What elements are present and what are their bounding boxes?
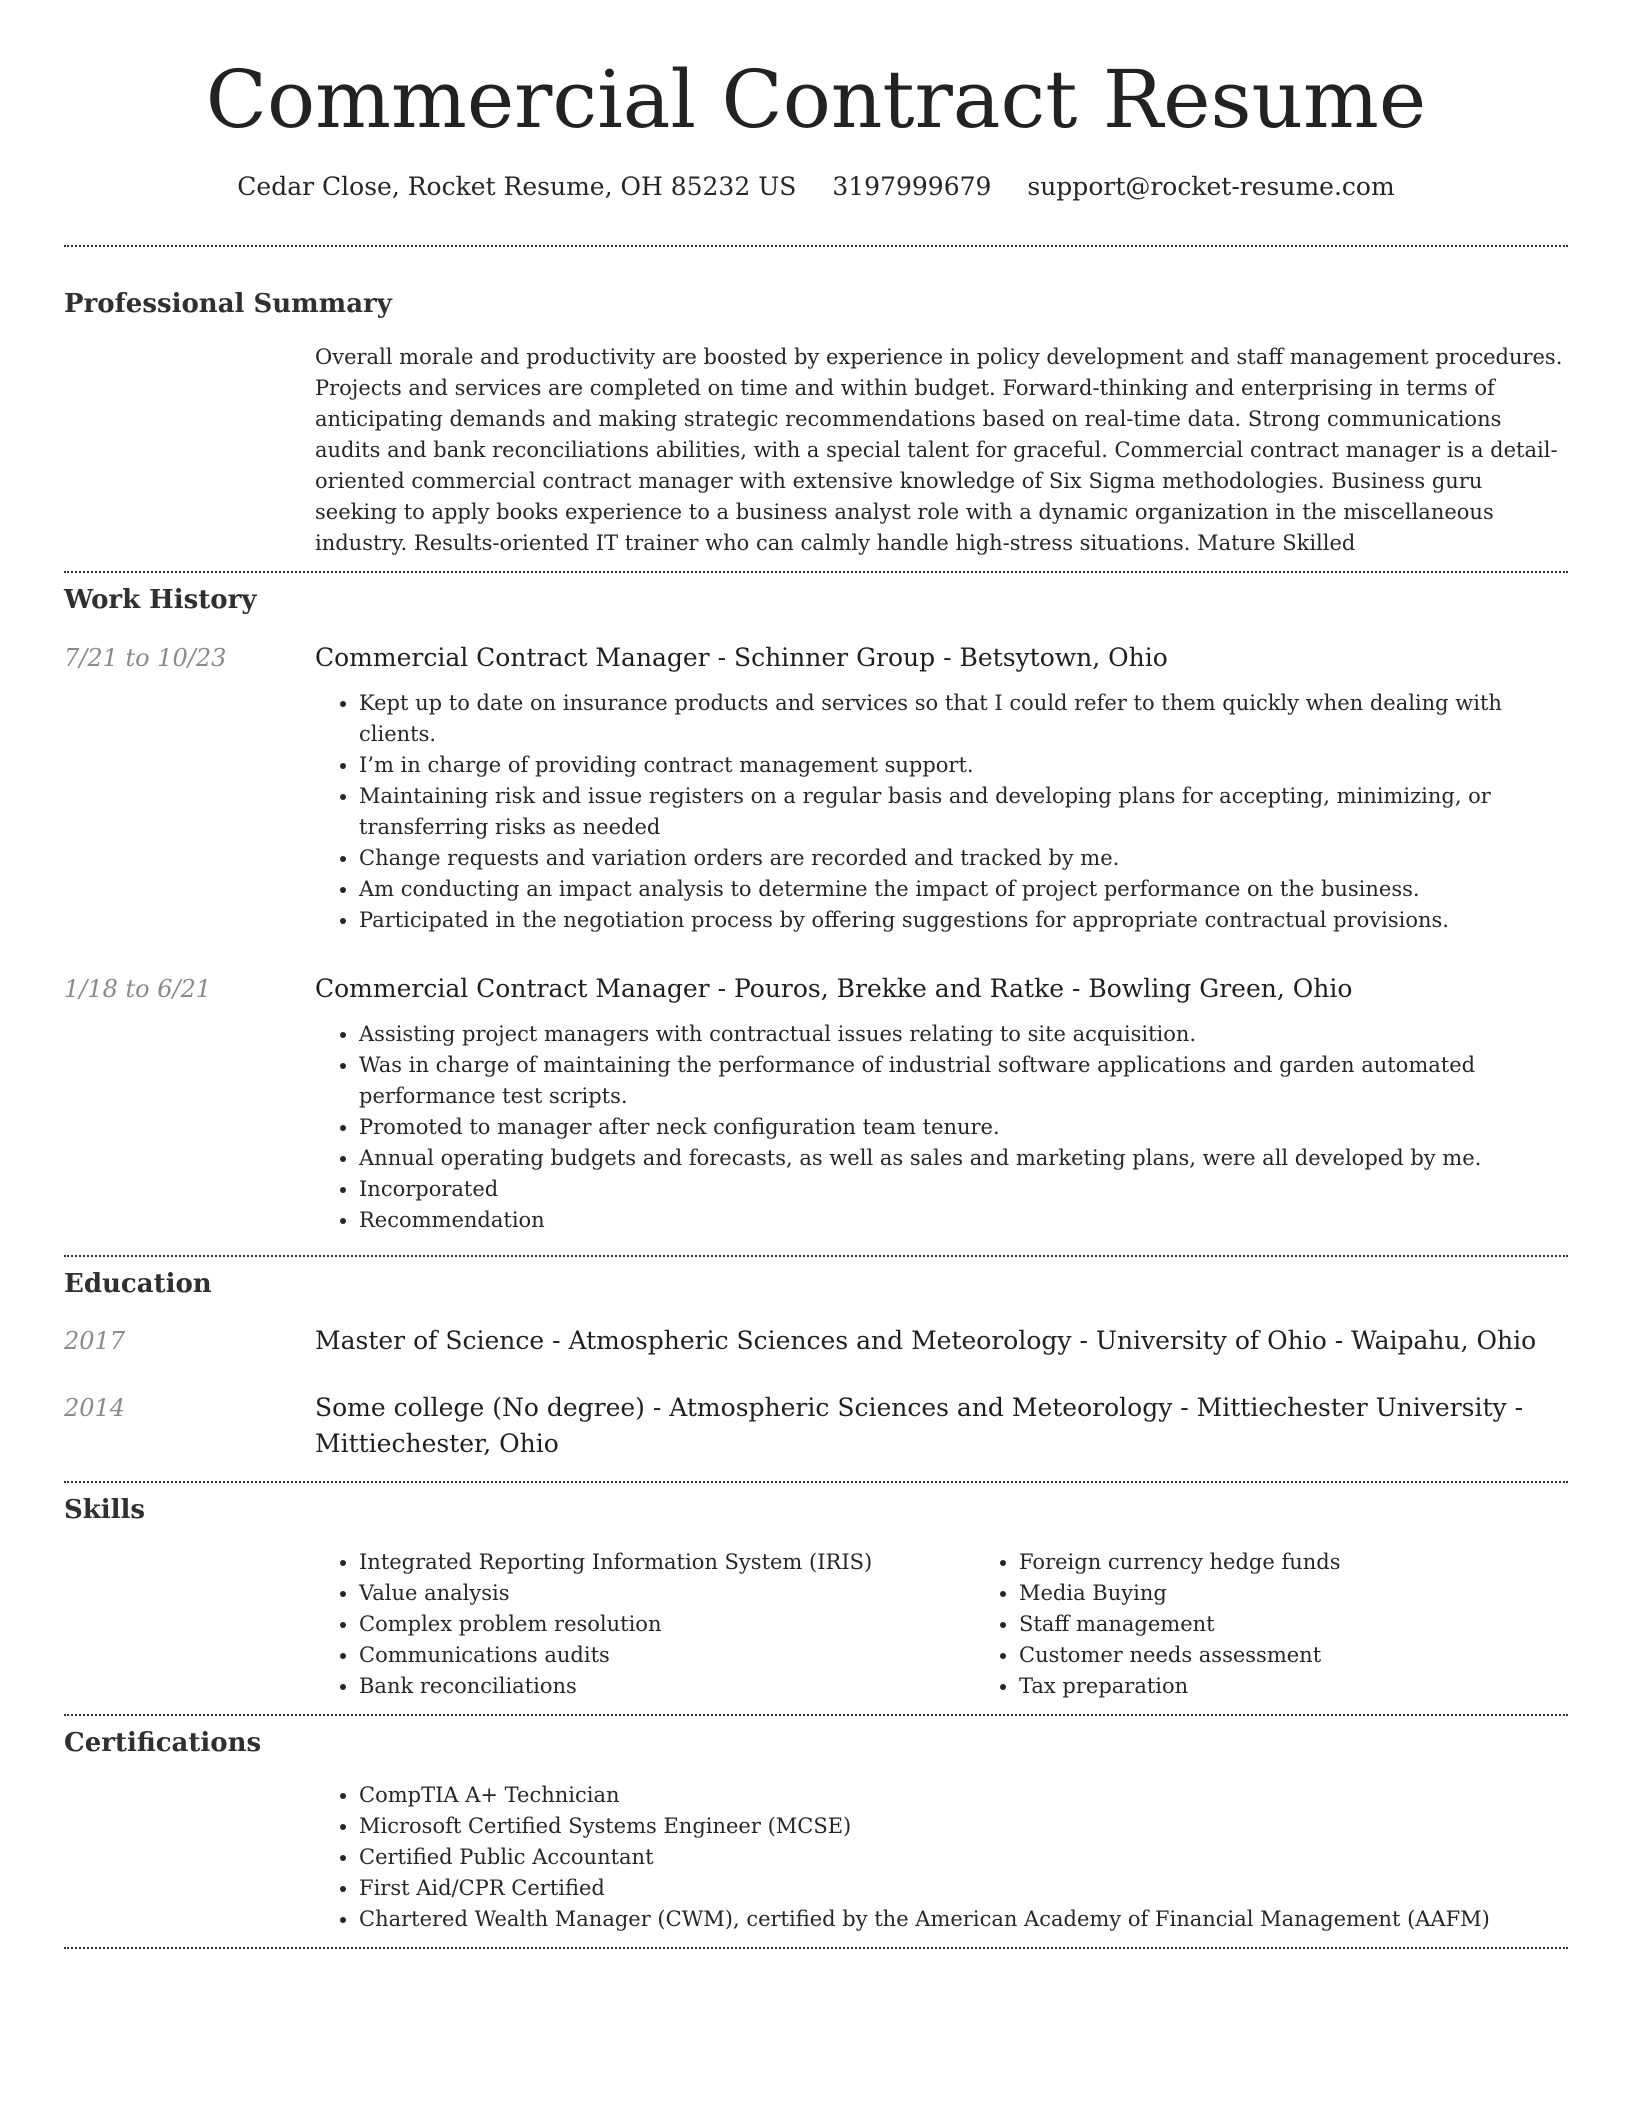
job-details (315, 971, 1568, 1236)
education-details (315, 1323, 1568, 1359)
contact-email: support@rocket-resume.com (1027, 172, 1395, 201)
skills-list-left (315, 1547, 975, 1702)
education-entry (64, 1323, 1568, 1359)
work-history-section (64, 583, 1568, 1236)
skill-item: • Staff management (1019, 1609, 1632, 1640)
education-section (64, 1267, 1568, 1462)
summary-content (315, 342, 1568, 559)
job-bullet: • Promoted to manager after neck configuration team tenure. (359, 1112, 1568, 1143)
skill-item: • Integrated Reporting Information System (IRIS) (359, 1547, 975, 1578)
skills-section (64, 1493, 1568, 1702)
certifications-list (315, 1780, 1568, 1935)
skills-grid (315, 1547, 1632, 1702)
section-divider (64, 1947, 1568, 1949)
section-divider (64, 245, 1568, 247)
resume-title: Commercial Contract Resume (205, 53, 1427, 146)
summary-section (64, 287, 1568, 559)
section-divider (64, 571, 1568, 573)
certifications-heading: Certifications (64, 1728, 262, 1758)
section-divider (64, 1714, 1568, 1716)
certification-item: • Chartered Wealth Manager (CWM), certified by the American Academy of Financial Management (AAFM) (359, 1904, 1568, 1935)
skill-item: • Value analysis (359, 1578, 975, 1609)
education-entry (64, 1390, 1568, 1462)
skills-row (64, 1547, 1568, 1702)
section-divider (64, 1255, 1568, 1257)
contact-line (64, 170, 1568, 204)
certification-item: • Microsoft Certified Systems Engineer (MCSE) (359, 1811, 1568, 1842)
education-heading: Education (64, 1269, 212, 1299)
job-bullet: • Incorporated (359, 1174, 1568, 1205)
job-bullet: • Annual operating budgets and forecasts, as well as sales and marketing plans, were all developed by me. (359, 1143, 1568, 1174)
skill-item: • Communications audits (359, 1640, 975, 1671)
section-divider (64, 1481, 1568, 1483)
job-bullets (315, 688, 1568, 936)
job-dates: 1/18 to 6/21 (64, 975, 212, 1003)
skill-item: • Customer needs assessment (1019, 1640, 1632, 1671)
education-details (315, 1390, 1568, 1462)
job-dates: 7/21 to 10/23 (64, 644, 227, 672)
certifications-section (64, 1726, 1568, 1935)
contact-phone: 3197999679 (832, 172, 992, 201)
contact-address: Cedar Close, Rocket Resume, OH 85232 US (237, 172, 797, 201)
job-bullet: • Am conducting an impact analysis to determine the impact of project performance on the business. (359, 874, 1568, 905)
job-title: Commercial Contract Manager - Schinner Group - Betsytown, Ohio (315, 643, 1168, 672)
education-year: 2017 (64, 1327, 126, 1355)
education-title: Some college (No degree) - Atmospheric Sciences and Meteorology - Mittiechester University - Mittiechester, Ohio (315, 1393, 1524, 1458)
skill-item: • Foreign currency hedge funds (1019, 1547, 1632, 1578)
skill-item: • Complex problem resolution (359, 1609, 975, 1640)
work-history-heading: Work History (64, 585, 257, 615)
job-entry (64, 640, 1568, 936)
job-bullet: • Change requests and variation orders are recorded and tracked by me. (359, 843, 1568, 874)
skills-list-right (975, 1547, 1632, 1702)
job-entry (64, 971, 1568, 1236)
job-bullet: • Assisting project managers with contractual issues relating to site acquisition. (359, 1019, 1568, 1050)
job-bullet: • Recommendation (359, 1205, 1568, 1236)
job-bullet: • Was in charge of maintaining the performance of industrial software applications and garden automated performance test scripts. (359, 1050, 1568, 1112)
skills-heading: Skills (64, 1495, 146, 1525)
job-bullet: • I’m in charge of providing contract management support. (359, 750, 1568, 781)
job-bullet: • Participated in the negotiation process by offering suggestions for appropriate contractual provisions. (359, 905, 1568, 936)
summary-heading: Professional Summary (64, 289, 392, 319)
summary-text: Overall morale and productivity are boosted by experience in policy development and staff management procedures. Projects and services are completed on time and within budget. Forward-thinking and enterprising in terms of anticipating demands and making strategic recommendations based on real-time data. Strong communications audits and bank reconciliations abilities, with a special talent for graceful. Commercial contract manager is a detail-oriented commercial contract manager with extensive knowledge of Six Sigma methodologies. Business guru seeking to apply books experience to a business analyst role with a dynamic organization in the miscellaneous industry. Results-oriented IT trainer who can calmly handle high-stress situations. Mature Skilled (315, 345, 1563, 555)
certifications-content (315, 1780, 1568, 1935)
skill-item: • Bank reconciliations (359, 1671, 975, 1702)
education-title: Master of Science - Atmospheric Sciences and Meteorology - University of Ohio - Waipahu, Ohio (315, 1326, 1537, 1355)
certification-item: • CompTIA A+ Technician (359, 1780, 1568, 1811)
job-bullet: • Kept up to date on insurance products and services so that I could refer to them quickly when dealing with clients. (359, 688, 1568, 750)
summary-row (64, 342, 1568, 559)
job-bullets (315, 1019, 1568, 1236)
certification-item: • First Aid/CPR Certified (359, 1873, 1568, 1904)
certification-item: • Certified Public Accountant (359, 1842, 1568, 1873)
job-details (315, 640, 1568, 936)
skill-item: • Media Buying (1019, 1578, 1632, 1609)
certifications-row (64, 1780, 1568, 1935)
education-year: 2014 (64, 1394, 126, 1422)
job-title: Commercial Contract Manager - Pouros, Brekke and Ratke - Bowling Green, Ohio (315, 974, 1353, 1003)
skill-item: • Tax preparation (1019, 1671, 1632, 1702)
job-bullet: • Maintaining risk and issue registers on a regular basis and developing plans for accepting, minimizing, or transferring risks as needed (359, 781, 1568, 843)
